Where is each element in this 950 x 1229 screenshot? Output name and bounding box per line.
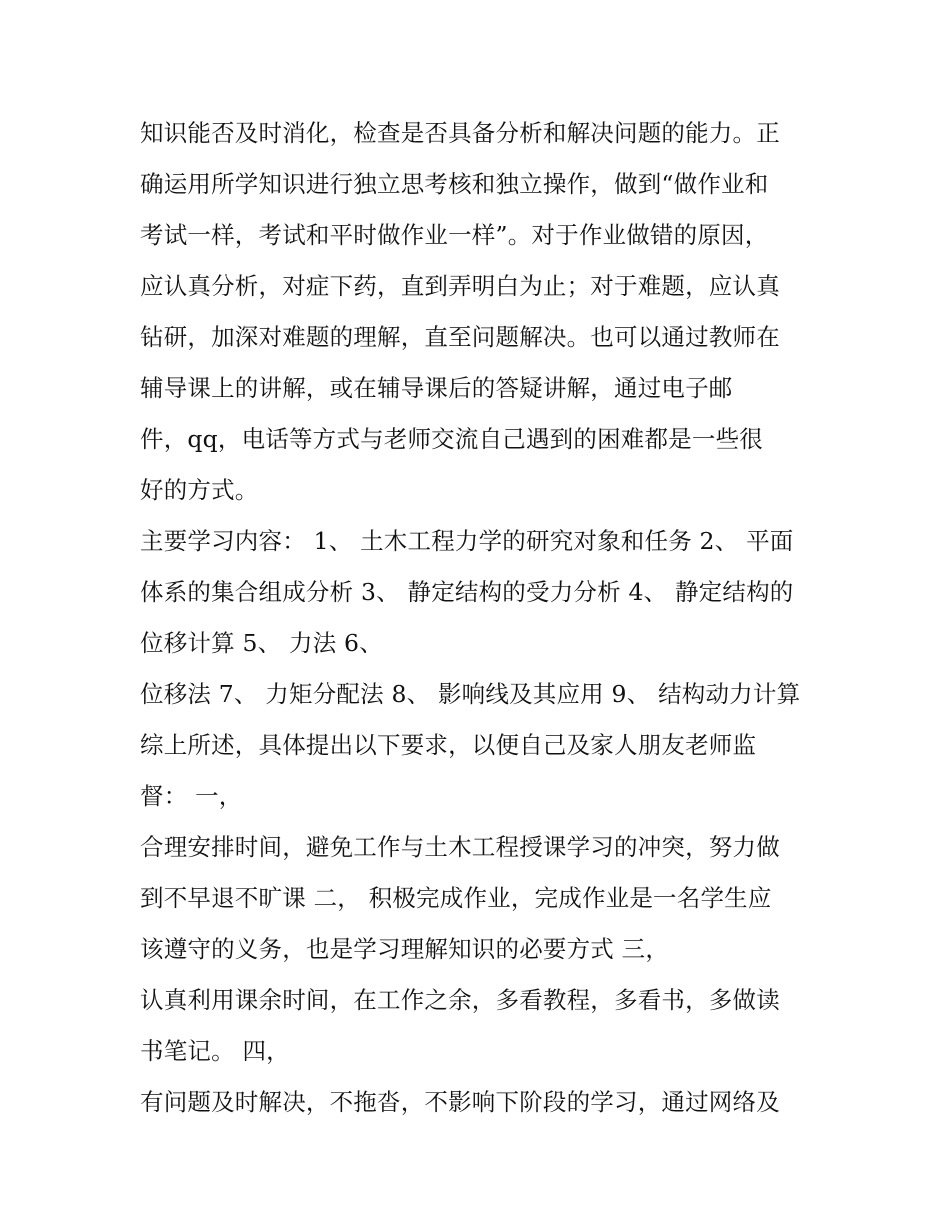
text-line: 钻研，加深对难题的理解，直至问题解决。也可以通过教师在 [140,323,780,351]
text-line: 确运用所学知识进行独立思考核和独立操作，做到“做作业和 [140,170,769,198]
text-line: 应认真分析，对症下药，直到弄明白为止；对于难题，应认真 [140,272,780,300]
text-line: 体系的集合组成分析 3、 静定结构的受力分析 4、 静定结构的 [140,578,794,606]
text-line: 到不早退不旷课 二， 积极完成作业，完成作业是一名学生应 [140,884,772,912]
text-line: 辅导课上的讲解，或在辅导课后的答疑讲解，通过电子邮 [140,374,733,402]
text-line: 件，qq，电话等方式与老师交流自己遇到的困难都是一些很 [140,425,763,453]
text-line: 认真利用课余时间，在工作之余，多看教程，多看书，多做读 [140,986,780,1014]
text-line: 合理安排时间，避免工作与土木工程授课学习的冲突，努力做 [140,833,780,861]
text-line: 书笔记。 四， [140,1037,290,1065]
text-line: 有问题及时解决，不拖沓，不影响下阶段的学习，通过网络及 [140,1088,780,1116]
text-line: 综上所述，具体提出以下要求，以便自己及家人朋友老师监 [140,731,757,759]
text-line: 督： 一， [140,782,243,810]
text-line: 知识能否及时消化，检查是否具备分析和解决问题的能力。正 [140,119,780,147]
text-line: 该遵守的义务，也是学习理解知识的必要方式 三， [140,935,670,963]
text-line: 位移计算 5、 力法 6、 [140,629,383,657]
text-line: 好的方式。 [140,476,259,504]
body-text [140,108,820,1128]
text-line: 位移法 7、 力矩分配法 8、 影响线及其应用 9、 结构动力计算 [140,680,801,708]
text-line: 主要学习内容： 1、 土木工程力学的研究对象和任务 2、 平面 [140,527,794,555]
text-line: 考试一样，考试和平时做作业一样”。对于作业做错的原因， [140,221,769,249]
